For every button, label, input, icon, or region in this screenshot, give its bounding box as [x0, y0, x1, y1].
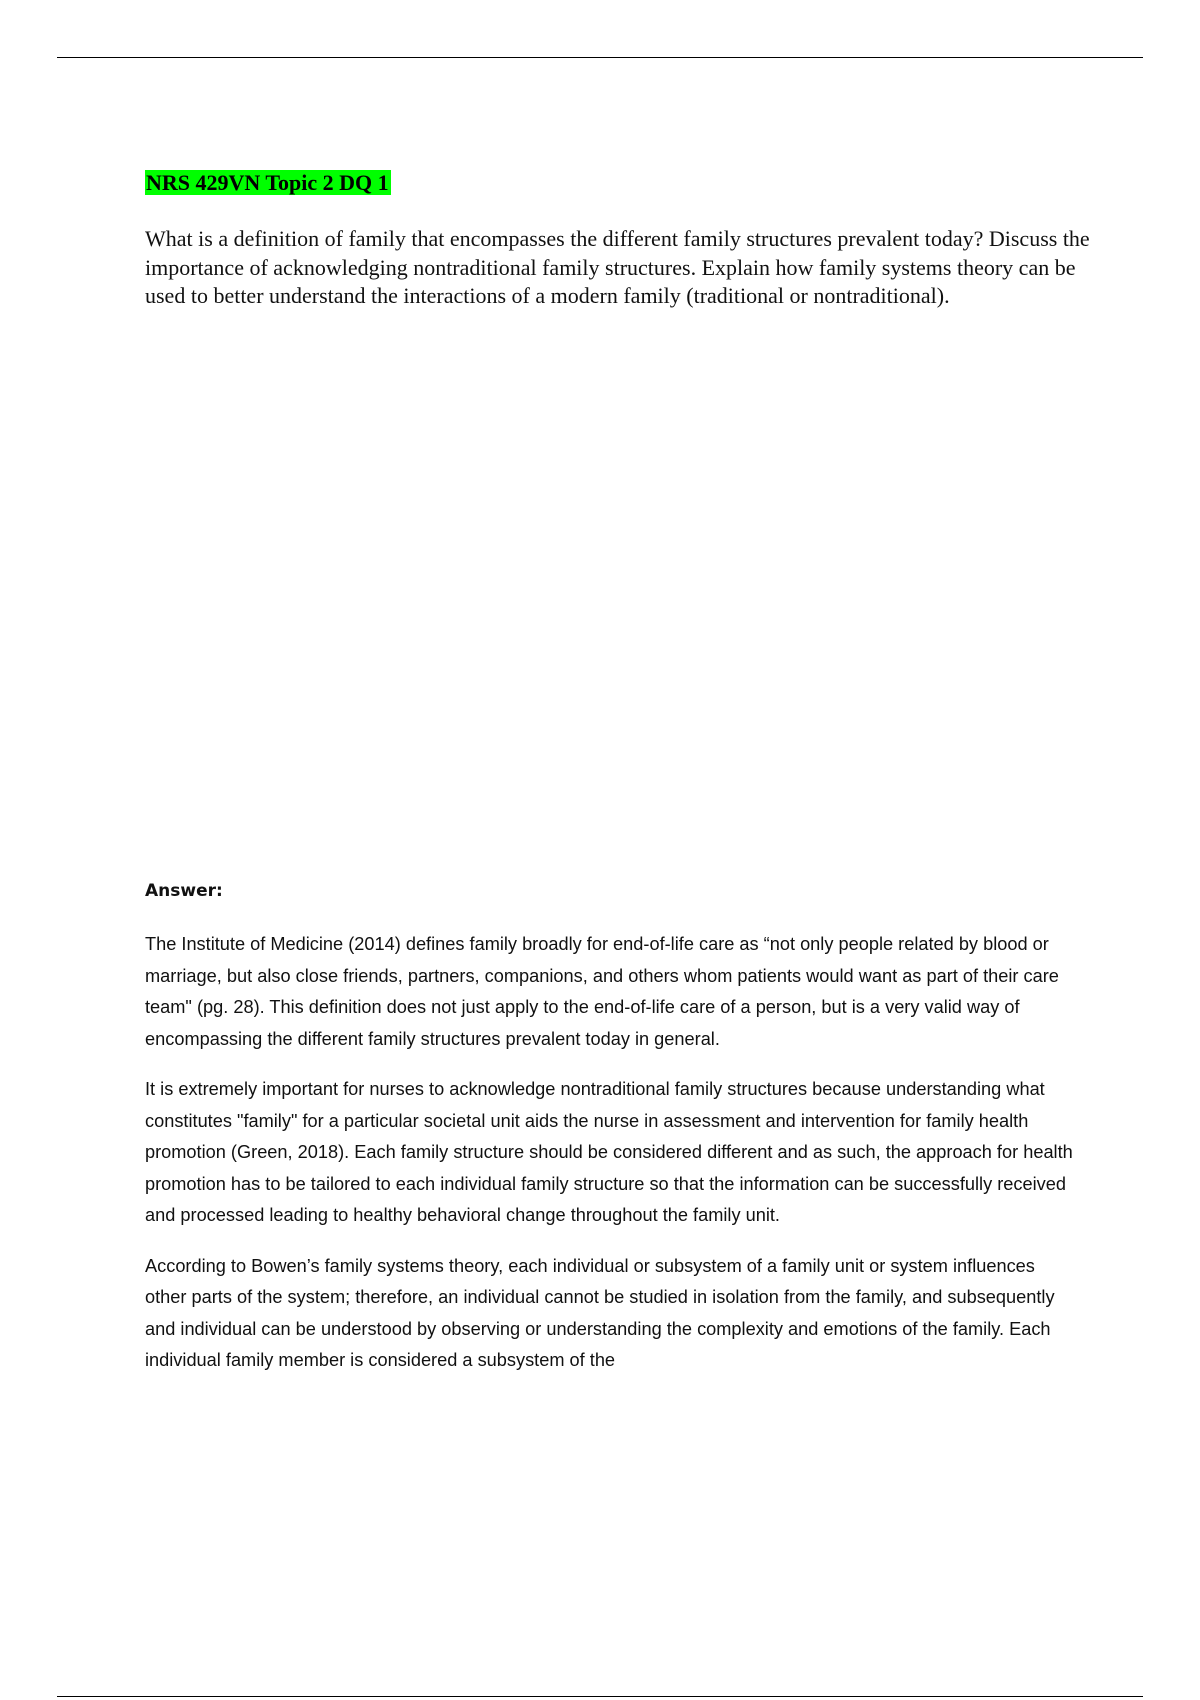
answer-paragraph-2: It is extremely important for nurses to acknowledge nontraditional family structures because understanding what constitutes "family" for a particular societal unit aids the nurse in assessment and intervention for family health promotion (Green, 2018). Each family structure should be considered different and as such, the approach for health promotion has to be tailored to each individual family structure so that the information can be successfully received and processed leading to healthy behavioral change throughout the family unit.: [145, 1079, 1073, 1225]
answer-paragraph-3: According to Bowen’s family systems theory, each individual or subsystem of a family unit or system influences other parts of the system; therefore, an individual cannot be studied in isolation from the family, and subsequently and individual can be understood by observing or understanding the complexity and emotions of the family. Each individual family member is considered a subsystem of the: [145, 1255, 1055, 1370]
document-title: [145, 169, 391, 197]
title-highlight: NRS 429VN Topic 2 DQ 1: [146, 170, 389, 195]
answer-paragraph-1: The Institute of Medicine (2014) defines family broadly for end-of-life care as “not only people related by blood or marriage, but also close friends, partners, companions, and others whom patients would want as part of their care team" (pg. 28). This definition does not just apply to the end-of-life care of a person, but is a very valid way of encompassing the different family structures prevalent today in general.: [145, 934, 1059, 1049]
answer-label: Answer:: [145, 881, 223, 901]
top-rule: [57, 57, 1143, 58]
bottom-rule: [57, 1696, 1143, 1697]
answer-body: [145, 929, 1080, 1396]
question-text: What is a definition of family that encompasses the different family structures prevalent today? Discuss the importance of acknowledging nontraditional family structures. Explain how family systems theory can be used to better understand the interactions of a modern family (traditional or nontraditional).: [145, 226, 1090, 308]
